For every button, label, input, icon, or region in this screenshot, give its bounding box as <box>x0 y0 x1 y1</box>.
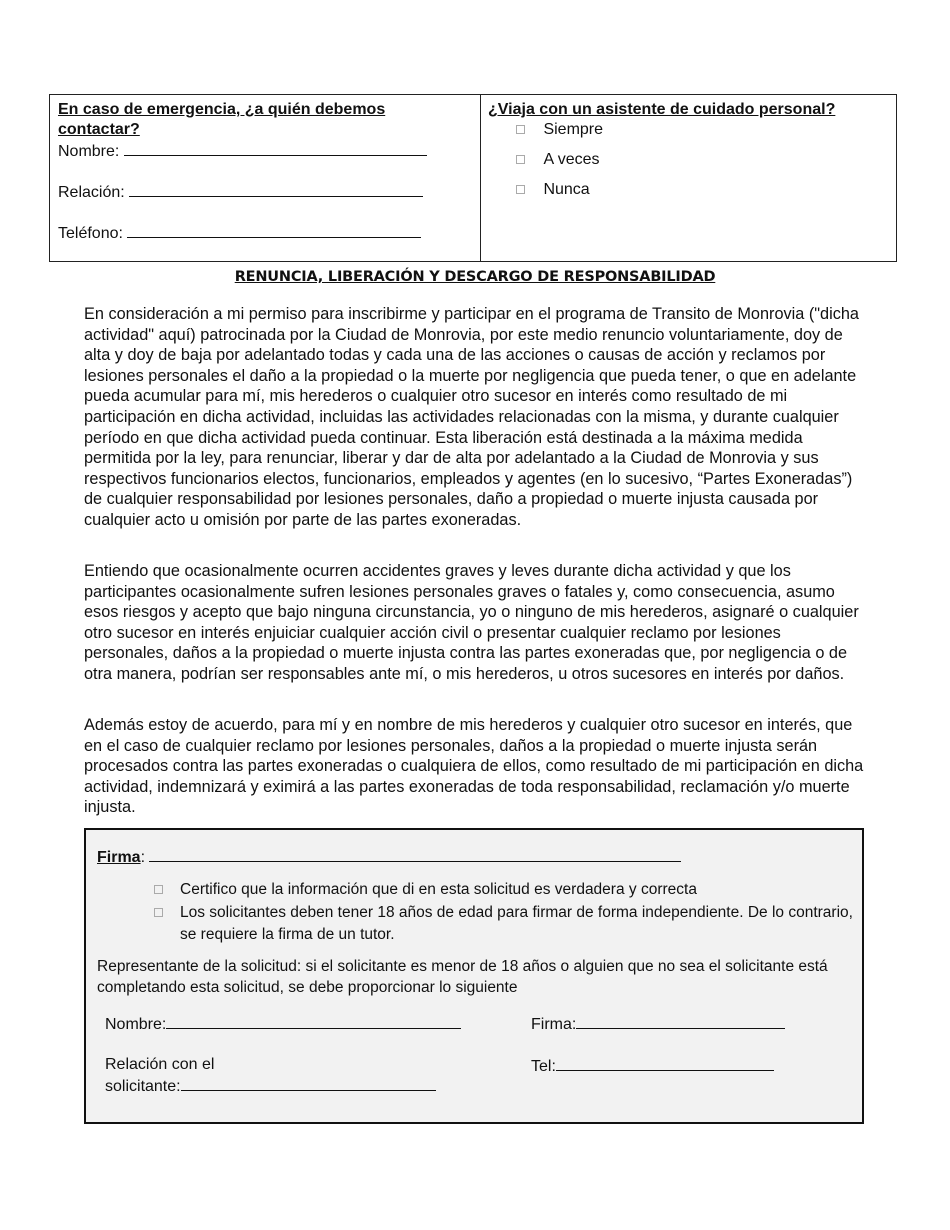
rep-signature-field[interactable] <box>531 1013 785 1035</box>
assistant-heading: ¿Viaja con un asistente de cuidado personal? <box>488 101 836 118</box>
rep-tel-blank[interactable] <box>556 1055 774 1071</box>
rep-tel-field[interactable] <box>531 1055 774 1077</box>
emergency-heading-line2: contactar? <box>58 121 140 138</box>
rep-name-label: Nombre: <box>105 1016 167 1033</box>
assistant-option-label: Nunca <box>543 181 590 198</box>
emergency-heading-line1: En caso de emergencia, ¿a quién debemos <box>58 101 386 118</box>
rep-signature-blank[interactable] <box>576 1013 785 1029</box>
checkbox-icon[interactable] <box>154 908 163 917</box>
rep-name-blank[interactable] <box>166 1013 461 1029</box>
emergency-name-blank[interactable] <box>124 140 427 156</box>
emergency-phone-field[interactable] <box>58 222 473 244</box>
checkbox-icon[interactable] <box>516 185 525 194</box>
emergency-relation-blank[interactable] <box>129 181 423 197</box>
emergency-name-field[interactable] <box>58 140 473 162</box>
emergency-section <box>58 100 473 244</box>
representative-text: Representante de la solicitud: si el solicitante es menor de 18 años o alguien que no sea el solicitante está completando esta solicitud, se debe proporcionar lo siguiente <box>97 958 828 996</box>
rep-signature-label: Firma: <box>531 1016 577 1033</box>
checkbox-icon[interactable] <box>516 155 525 164</box>
age-check-label: Los solicitantes deben tener 18 años de edad para firmar de forma independiente. De lo contrario, se requiere la firma de un tutor. <box>180 904 853 943</box>
signature-field[interactable] <box>97 846 681 868</box>
assistant-option-siempre[interactable] <box>516 120 893 140</box>
rep-relation-label-line1: Relación con el <box>105 1056 215 1073</box>
signature-blank[interactable] <box>149 846 681 862</box>
signature-label: Firma <box>97 849 141 866</box>
contact-table <box>49 94 897 262</box>
emergency-name-label: Nombre: <box>58 143 120 160</box>
rep-name-field[interactable] <box>105 1013 461 1035</box>
emergency-phone-blank[interactable] <box>127 222 421 238</box>
signature-box <box>84 828 864 1124</box>
checkbox-icon[interactable] <box>154 885 163 894</box>
assistant-option-label: Siempre <box>543 121 604 138</box>
rep-relation-field[interactable] <box>105 1055 436 1097</box>
assistant-option-aveces[interactable] <box>516 150 893 170</box>
assistant-option-nunca[interactable] <box>516 180 893 200</box>
table-divider <box>480 95 481 261</box>
waiver-paragraph-2: Entiendo que ocasionalmente ocurren accidentes graves y leves durante dicha actividad y que los participantes ocasionalmente sufren lesiones personales graves o fatales y, como consecuencia, asumo esos riesgos y acepto que bajo ninguna circunstancia, yo o ninguno de mis herederos, asignaré o cualquier otro sucesor en interés enjuiciar cualquier acción civil o presentar cualquier reclamo por lesiones personales, daños a la propiedad o muerte injusta contra las partes exoneradas que, por negligencia o de otra manera, podrían ser responsables ante mí, o mis herederos, u otros sucesores en interés por daños. <box>84 562 859 683</box>
waiver-title: RENUNCIA, LIBERACIÓN Y DESCARGO DE RESPONSABILIDAD <box>234 269 716 285</box>
age-check-item[interactable] <box>154 902 854 946</box>
certify-check-item[interactable] <box>154 879 854 900</box>
emergency-phone-label: Teléfono: <box>58 225 123 242</box>
waiver-paragraph-3: Además estoy de acuerdo, para mí y en nombre de mis herederos y cualquier otro sucesor en interés, que en el caso de cualquier reclamo por lesiones personales, daños a la propiedad o muerte injusta serán procesados contra las partes exoneradas o cualquiera de ellos, como resultado de mi participación en dicha actividad, indemnizará y eximirá a las partes exoneradas de toda responsabilidad, reclamación y/o muerte injusta. <box>84 716 864 817</box>
assistant-option-label: A veces <box>543 151 600 168</box>
certify-check-label: Certifico que la información que di en esta solicitud es verdadera y correcta <box>180 881 697 898</box>
assistant-section <box>488 100 893 200</box>
signature-colon: : <box>140 849 146 866</box>
emergency-relation-field[interactable] <box>58 181 473 203</box>
rep-tel-label: Tel: <box>531 1058 556 1075</box>
emergency-relation-label: Relación: <box>58 184 125 201</box>
waiver-paragraph-1: En consideración a mi permiso para inscribirme y participar en el programa de Transito de Monrovia ("dicha actividad" aquí) patrocinada por la Ciudad de Monrovia, por este medio renuncio voluntariamente, doy de alta y doy de baja por adelantado todas y cada una de las acciones o causas de acción y reclamos por lesiones personales el daño a la propiedad o la muerte por negligencia que pueda tener, o que en adelante pueda acumular para mí, mis herederos o cualquier otro sucesor en interés como resultado de mi participación en dicha actividad, incluidas las actividades relacionadas con la misma, y durante cualquier período en que dicha actividad pueda continuar. Esta liberación está destinada a la máxima medida permitida por la ley, para renunciar, liberar y dar de alta por adelantado a la Ciudad de Monrovia y sus respectivos funcionarios electos, funcionarios, empleados y agentes (en lo sucesivo, “Partes Exoneradas”) de cualquier responsabilidad por lesiones personales, daño a propiedad o muerte injusta causada por cualquier acto u omisión por parte de las partes exoneradas. <box>84 305 859 529</box>
rep-relation-blank[interactable] <box>181 1075 436 1091</box>
rep-relation-label-line2: solicitante: <box>105 1078 181 1095</box>
emergency-heading <box>58 100 473 140</box>
checkbox-icon[interactable] <box>516 125 525 134</box>
